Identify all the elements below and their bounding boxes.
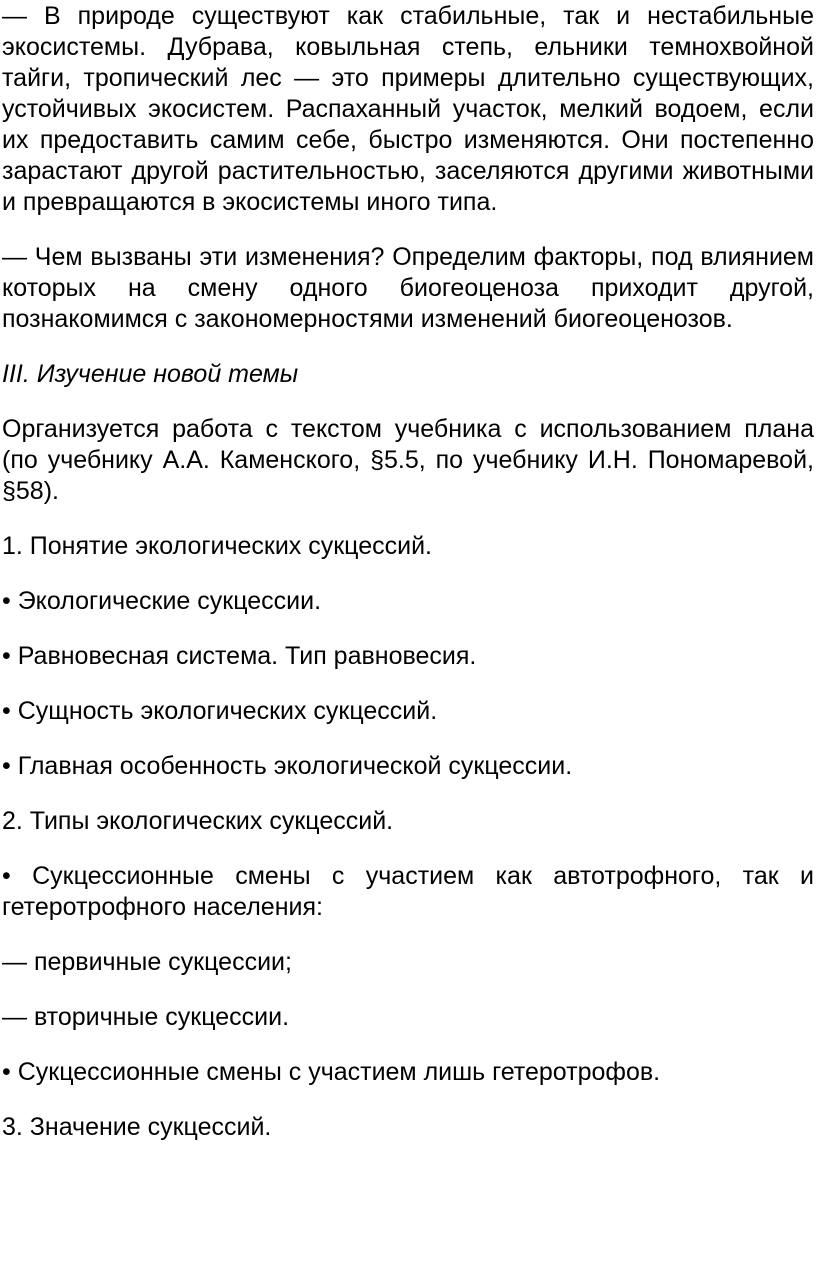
- plan-bullet: • Экологические сукцессии.: [2, 587, 322, 615]
- plan-bullet: • Главная особенность экологической сукцессии.: [2, 752, 573, 780]
- plan-bullet: • Сукцессионные смены с участием как автотрофного, так и гетеротрофного населения:: [2, 862, 814, 921]
- plan-bullet: • Сукцессионные смены с участием лишь гетеротрофов.: [2, 1058, 661, 1086]
- plan-bullet: • Равновесная система. Тип равновесия.: [2, 642, 477, 670]
- plan-item-2: 2. Типы экологических сукцессий.: [2, 807, 394, 835]
- intro-paragraph: — В природе существуют как стабильные, так и нестабильные экосистемы. Дубрава, ковыльная степь, ельники темнохвойной тайги, тропический лес — это примеры длительно существующих, устойчивых экосистем. Распаханный участок, мелкий водоем, если их предоставить самим себе, быстро изменяются. Они постепенно зарастают другой растительностью, заселяются другими животными и превращаются в экосистемы иного типа.: [2, 2, 814, 216]
- plan-item-3: 3. Значение сукцессий.: [2, 1113, 272, 1141]
- plan-item-1: 1. Понятие экологических сукцессий.: [2, 532, 432, 560]
- instruction-paragraph: Организуется работа с текстом учебника с использованием плана (по учебнику А.А. Каменского, §5.5, по учебнику И.Н. Пономаревой, §58).: [2, 415, 814, 505]
- section-heading: III. Изучение новой темы: [2, 360, 299, 388]
- plan-subitem: — первичные сукцессии;: [2, 948, 292, 976]
- plan-bullet: • Сущность экологических сукцессий.: [2, 697, 438, 725]
- question-paragraph: — Чем вызваны эти изменения? Определим факторы, под влиянием которых на смену одного биогеоценоза приходит другой, познакомимся с закономерностями изменений биогеоценозов.: [2, 243, 814, 333]
- plan-subitem: — вторичные сукцессии.: [2, 1003, 290, 1031]
